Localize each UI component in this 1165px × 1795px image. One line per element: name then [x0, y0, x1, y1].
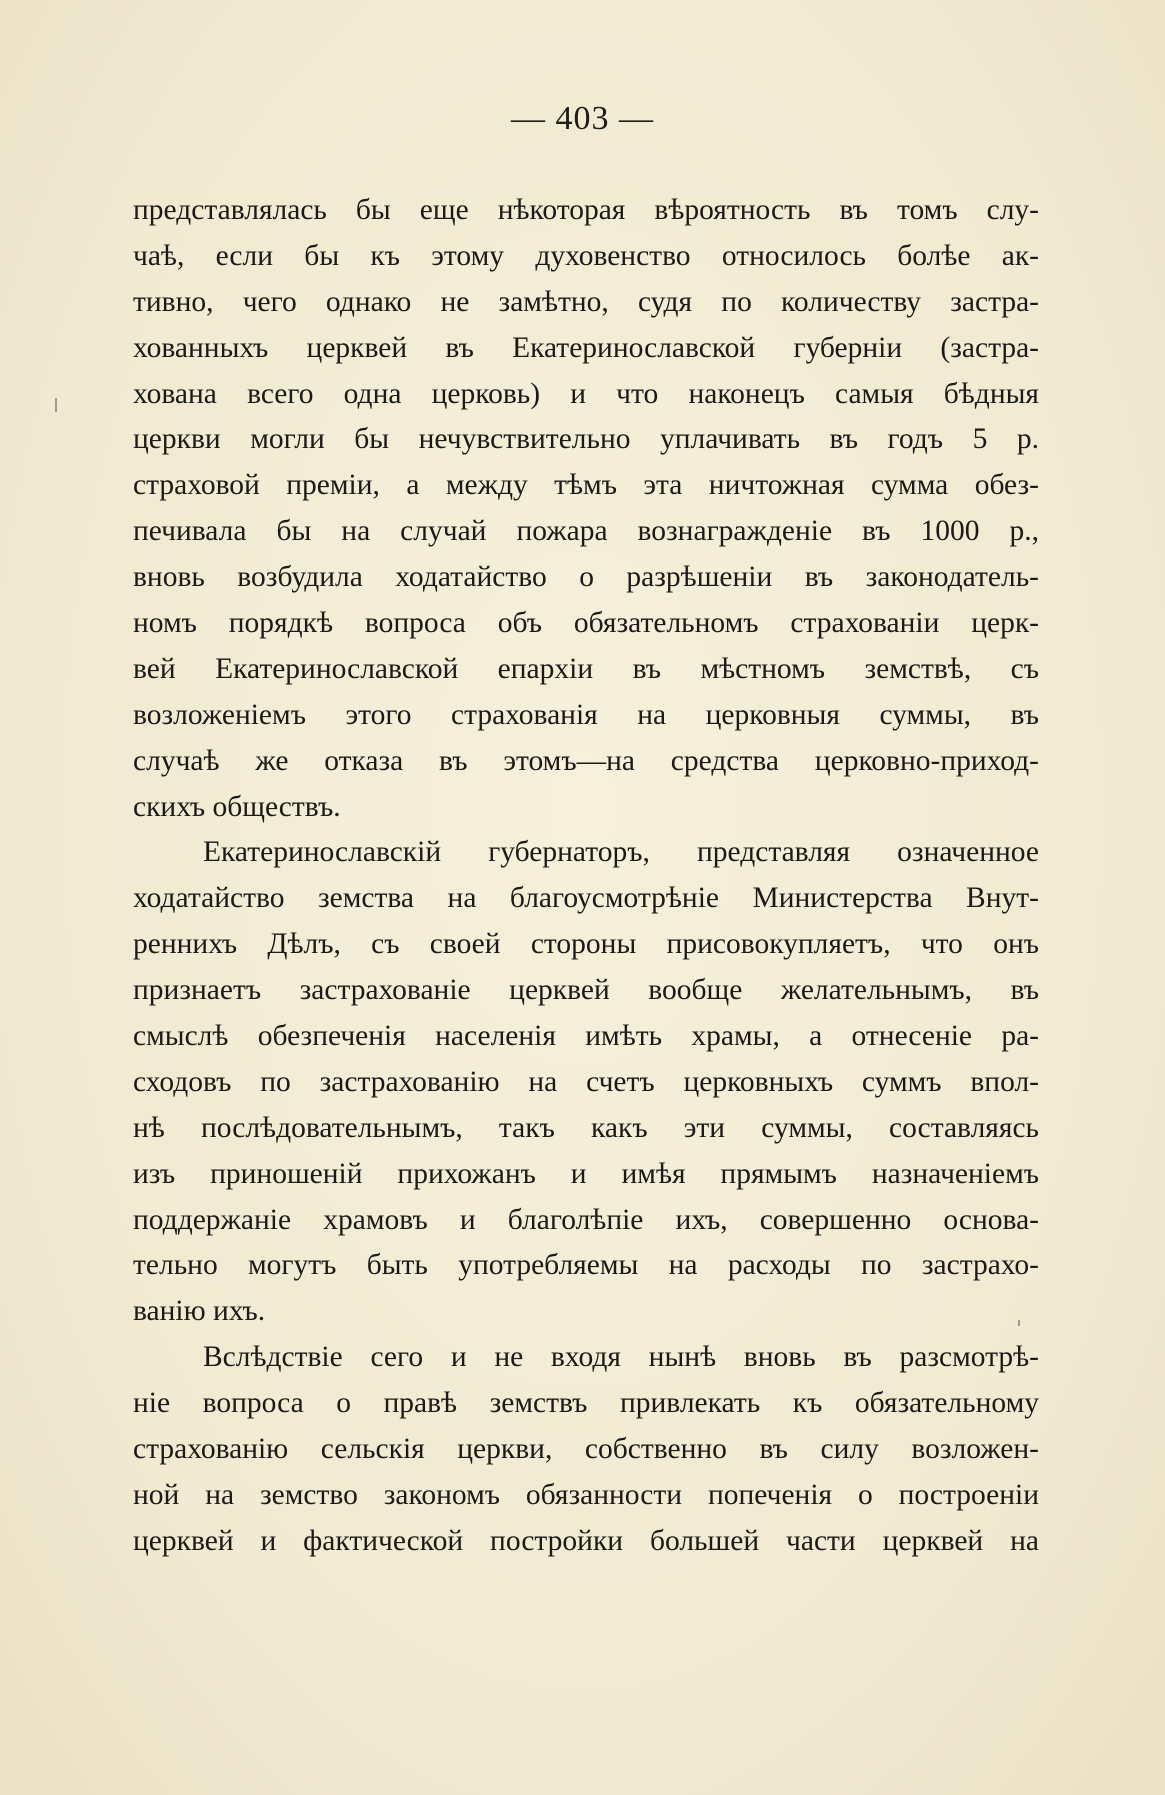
- text-line: хована всего одна церковь) и что наконецъ самыя бѣдныя: [133, 377, 1039, 410]
- page-number: — 403 —: [511, 100, 654, 137]
- text-line: возложеніемъ этого страхованія на церковныя суммы, въ: [133, 698, 1039, 731]
- text-line: страхованію сельскія церкви, собственно въ силу возложен-: [133, 1433, 1039, 1466]
- text-line: церквей и фактической постройки большей части церквей на: [133, 1524, 1039, 1557]
- text-line: тельно могутъ быть употребляемы на расходы по застрахо-: [133, 1249, 1039, 1282]
- text-line: хованныхъ церквей въ Екатеринославской губерніи (застра-: [133, 331, 1039, 364]
- body-text: [133, 188, 1039, 1565]
- text-line: случаѣ же отказа въ этомъ—на средства церковно-приход-: [133, 744, 1039, 777]
- text-line: вей Екатеринославской епархіи въ мѣстномъ земствѣ, съ: [133, 652, 1039, 685]
- text-line: ной на земство закономъ обязанности попеченія о построеніи: [133, 1478, 1039, 1511]
- text-line: номъ порядкѣ вопроса объ обязательномъ страхованіи церк-: [133, 607, 1039, 640]
- text-line: поддержаніе храмовъ и благолѣпіе ихъ, совершенно основа-: [133, 1203, 1039, 1236]
- text-line: нѣ послѣдовательнымъ, такъ какъ эти суммы, составляясь: [133, 1111, 1039, 1144]
- text-line: ванію ихъ.: [133, 1295, 266, 1328]
- text-line: изъ приношеній прихожанъ и имѣя прямымъ назначеніемъ: [133, 1157, 1039, 1190]
- text-line: ходатайство земства на благоусмотрѣніе Министерства Внут-: [133, 882, 1039, 915]
- scan-speck: [1018, 1320, 1020, 1326]
- text-line: сходовъ по застрахованію на счетъ церковныхъ суммъ впол-: [133, 1065, 1039, 1098]
- text-line: скихъ обществъ.: [133, 790, 341, 823]
- paragraph-start-line: Вслѣдствіе сего и не входя нынѣ вновь въ разсмотрѣ-: [203, 1341, 1039, 1374]
- text-line: смыслѣ обезпеченія населенія имѣть храмы, а отнесеніе ра-: [133, 1020, 1039, 1053]
- text-line: признаетъ застрахованіе церквей вообще желательнымъ, въ: [133, 974, 1039, 1007]
- text-line: страховой преміи, а между тѣмъ эта ничтожная сумма обез-: [133, 469, 1039, 502]
- scan-speck: [55, 398, 57, 412]
- paragraph-start-line: Екатеринославскій губернаторъ, представляя означенное: [203, 836, 1039, 869]
- text-line: представлялась бы еще нѣкоторая вѣроятность въ томъ слу-: [133, 194, 1039, 226]
- text-line: ніе вопроса о правѣ земствъ привлекать къ обязательному: [133, 1387, 1039, 1420]
- text-line: церкви могли бы нечувствительно уплачивать въ годъ 5 р.: [133, 423, 1039, 456]
- text-line: реннихъ Дѣлъ, съ своей стороны присовокупляетъ, что онъ: [133, 928, 1039, 961]
- text-line: чаѣ, если бы къ этому духовенство относилось болѣе ак-: [133, 239, 1039, 272]
- text-line: печивала бы на случай пожара вознагражденіе въ 1000 р.,: [133, 515, 1039, 548]
- text-line: вновь возбудила ходатайство о разрѣшеніи въ законодатель-: [133, 561, 1039, 594]
- text-line: тивно, чего однако не замѣтно, судя по количеству застра-: [133, 285, 1039, 318]
